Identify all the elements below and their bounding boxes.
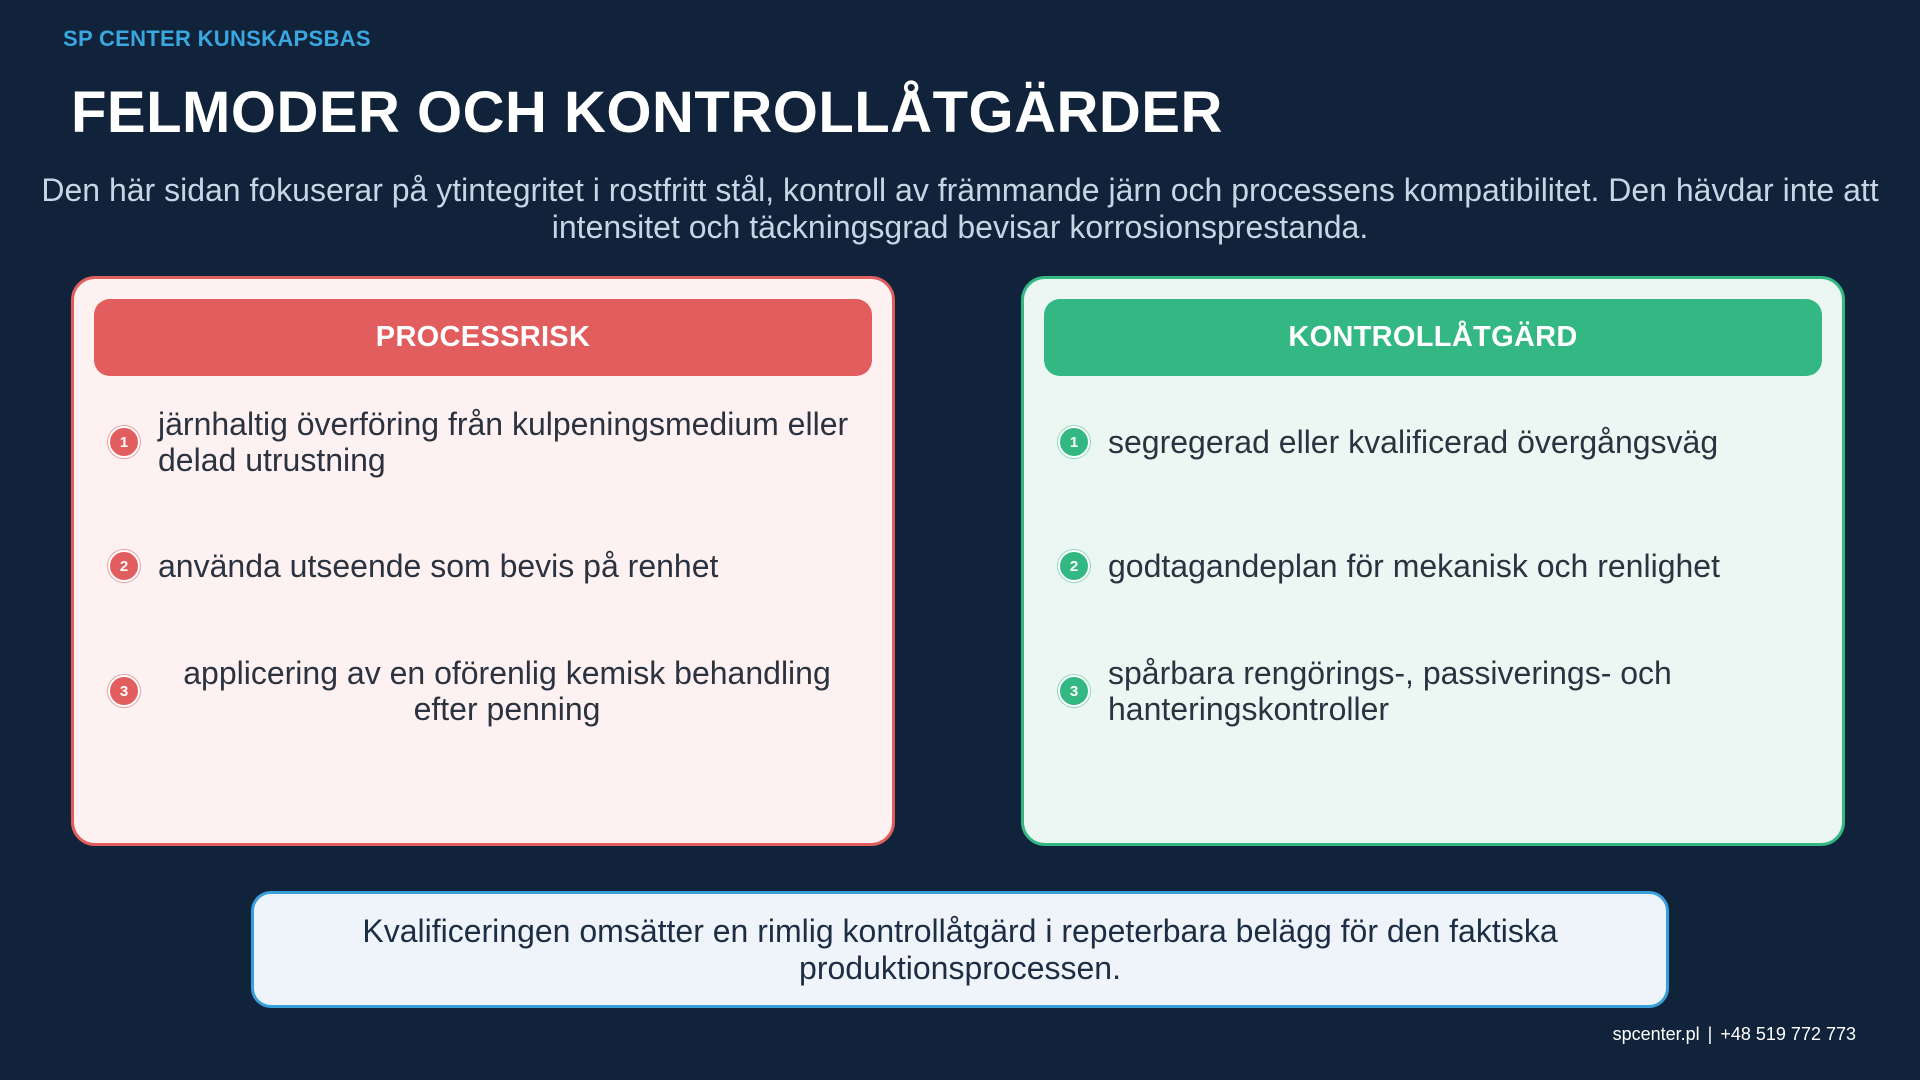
control-measure-header: KONTROLLÅTGÄRD xyxy=(1044,299,1822,376)
number-badge: 2 xyxy=(108,550,140,582)
control-item-text: segregerad eller kvalificerad övergångsväg xyxy=(1108,424,1719,460)
process-risk-header: PROCESSRISK xyxy=(94,299,872,376)
risk-item xyxy=(108,397,856,487)
page-subtitle: Den här sidan fokuserar på ytintegritet i rostfritt stål, kontroll av främmande järn och processens kompatibilitet. Den hävdar inte att intensitet och täckningsgrad bevisar korrosionsprestanda. xyxy=(41,172,1879,245)
summary-callout xyxy=(251,891,1669,1008)
control-item xyxy=(1058,521,1806,611)
risk-item-text: använda utseende som bevis på renhet xyxy=(158,548,719,584)
risk-item xyxy=(108,521,856,611)
phone-number[interactable]: +48 519 772 773 xyxy=(1720,1024,1856,1044)
contact-separator: | xyxy=(1707,1024,1713,1044)
contact-info xyxy=(1613,1024,1856,1045)
website-link[interactable]: spcenter.pl xyxy=(1612,1024,1700,1044)
number-badge: 2 xyxy=(1058,550,1090,582)
control-item-text: spårbara rengörings-, passiverings- och hanteringskontroller xyxy=(1108,655,1672,727)
number-badge: 3 xyxy=(108,675,140,707)
control-item xyxy=(1058,397,1806,487)
number-badge: 1 xyxy=(1058,426,1090,458)
summary-callout-text: Kvalificeringen omsätter en rimlig kontrollåtgärd i repeterbara belägg för den faktiska produktionsprocessen. xyxy=(362,912,1558,986)
risk-item xyxy=(108,646,856,736)
process-risk-panel xyxy=(71,276,895,846)
risk-item-text: applicering av en oförenlig kemisk behandling efter penning xyxy=(183,655,831,727)
risk-item-text: järnhaltig överföring från kulpeningsmedium eller delad utrustning xyxy=(158,406,849,478)
control-item xyxy=(1058,646,1806,736)
page-title: FELMODER OCH KONTROLLÅTGÄRDER xyxy=(71,80,1223,145)
number-badge: 1 xyxy=(108,426,140,458)
control-item-text: godtagandeplan för mekanisk och renlighet xyxy=(1108,548,1720,584)
brand-label: SP CENTER KUNSKAPSBAS xyxy=(63,26,371,51)
number-badge: 3 xyxy=(1058,675,1090,707)
control-measure-panel xyxy=(1021,276,1845,846)
